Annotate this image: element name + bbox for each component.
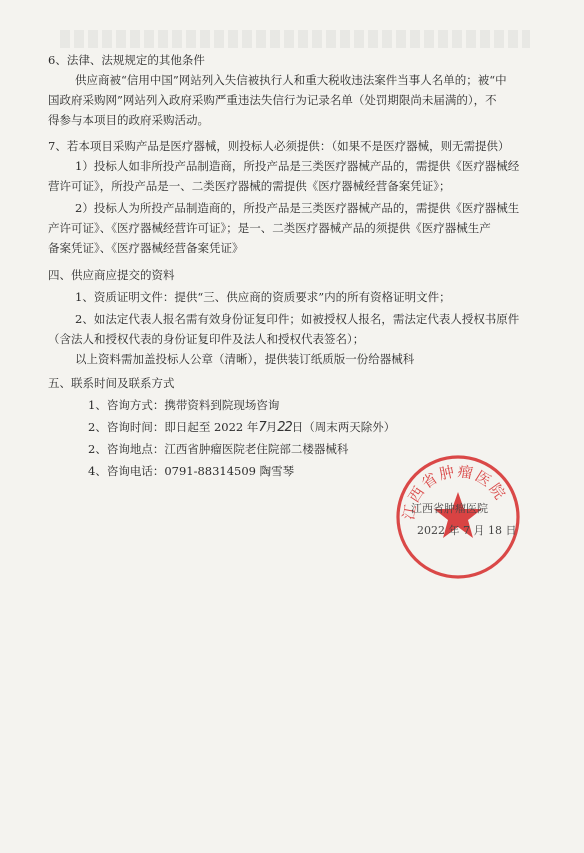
paragraph-line: 备案凭证》、《医疗器械经营备案凭证》: [48, 241, 244, 255]
paragraph-line: 2）投标人为所投产品制造商的，所投产品是三类医疗器械产品的，需提供《医疗器械生: [75, 201, 520, 215]
paragraph-line: 1）投标人如非所投产品制造商，所投产品是三类医疗器械产品的，需提供《医疗器械经: [75, 159, 520, 173]
paragraph-line: 国政府采购网”网站列入政府采购严重违法失信行为记录名单（处罚期限尚未届满的），不: [48, 93, 497, 107]
section-5-heading: 五、联系时间及联系方式: [48, 376, 175, 390]
paragraph-line: 营许可证》，所投产品是一、二类医疗器械的需提供《医疗器械经营备案凭证》；: [48, 179, 451, 193]
paragraph-line: 1、资质证明文件：提供“三、供应商的资质要求”内的所有资格证明文件；: [75, 290, 451, 304]
contact-time-prefix: 2、咨询时间：即日起至 2022 年: [88, 420, 259, 434]
paragraph-line: 2、如法定代表人报名需有效身份证复印件；如被授权人报名，需法定代表人授权书原件: [75, 312, 520, 326]
contact-time: [88, 420, 584, 435]
paragraph-line: 以上资料需加盖投标人公章（清晰），提供装订纸质版一份给器械科: [75, 352, 415, 366]
handwritten-month: 7: [258, 420, 266, 435]
paragraph-line: （含法人和授权代表的身份证复印件及法人和授权代表签名）；: [48, 332, 365, 346]
contact-method: 1、咨询方式：携带资料到院现场咨询: [88, 398, 280, 412]
stamp-caption-org: 江西省肿瘤医院: [411, 502, 488, 515]
official-seal-stamp: [393, 452, 523, 582]
contact-phone: 4、咨询电话：0791-88314509 陶雪琴: [88, 464, 295, 478]
contact-time-suffix: 日（周末两天除外）: [291, 420, 396, 434]
bleed-through-shadow: [60, 30, 530, 48]
month-unit: 月: [265, 420, 278, 434]
paragraph-line: 产许可证》、《医疗器械经营许可证》；是一、二类医疗器械产品的须提供《医疗器械生产: [48, 221, 491, 235]
stamp-caption-date: 2022 年 7 月 18 日: [417, 524, 517, 537]
seal-ring-text: 江西省肿瘤医院: [399, 462, 511, 522]
item-6-heading: 6、法律、法规规定的其他条件: [48, 53, 205, 67]
paragraph-line: 得参与本项目的政府采购活动。: [48, 113, 209, 127]
item-7-heading: 7、若本项目采购产品是医疗器械，则投标人必须提供：（如果不是医疗器械，则无需提供）: [48, 139, 510, 153]
paragraph-line: 供应商被“信用中国”网站列入失信被执行人和重大税收违法案件当事人名单的；被“中: [75, 73, 507, 87]
section-4-heading: 四、供应商应提交的资料: [48, 268, 175, 282]
handwritten-day: 22: [277, 420, 292, 435]
contact-location: 2、咨询地点：江西省肿瘤医院老住院部二楼器械科: [88, 442, 349, 456]
